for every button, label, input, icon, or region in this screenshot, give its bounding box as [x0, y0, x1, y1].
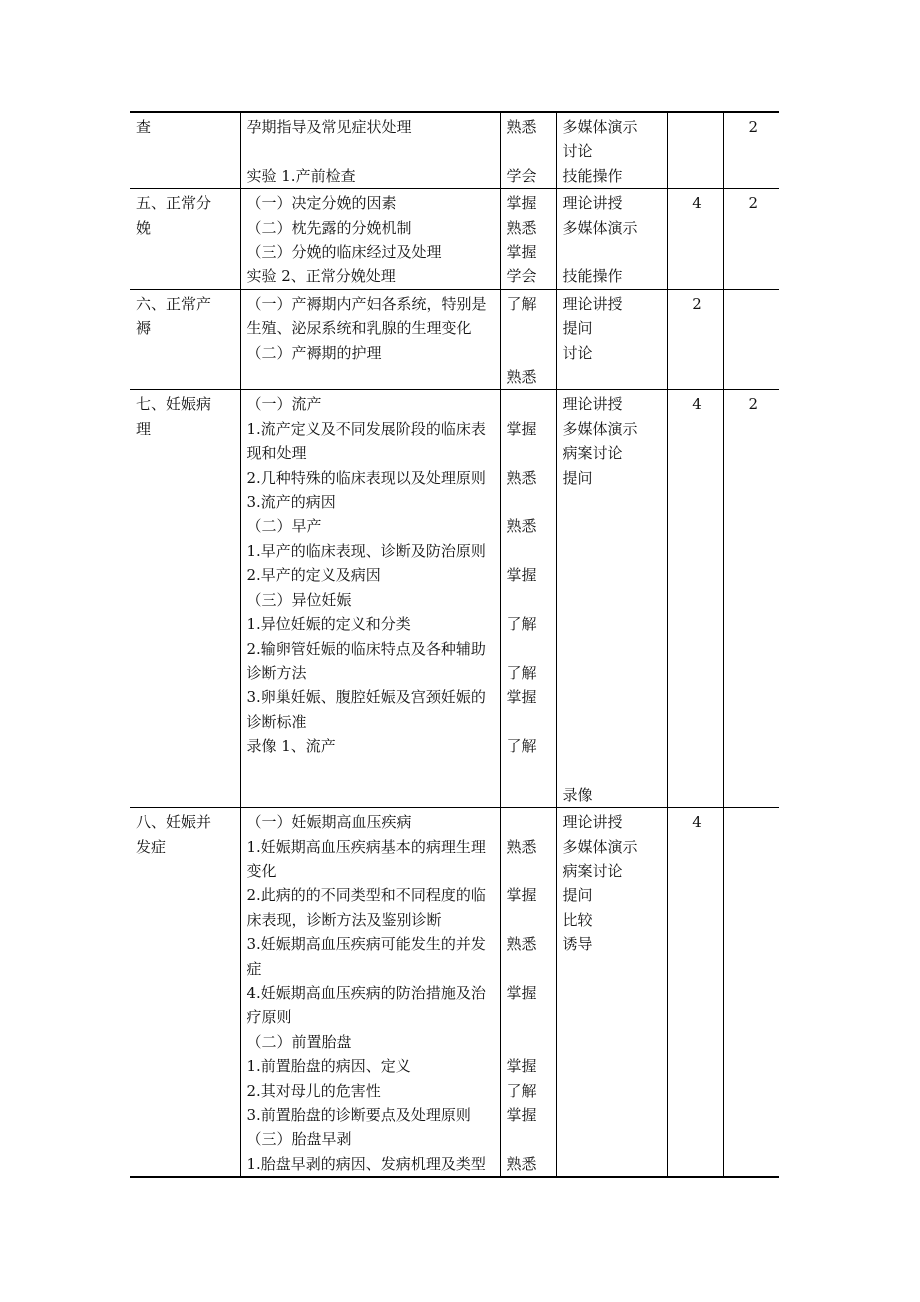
- lab-hours-cell: [723, 289, 779, 390]
- content-line: （一）流产: [246, 395, 322, 414]
- content-line: （一）妊娠期高血压疾病: [246, 813, 412, 832]
- content-line: 3.前置胎盘的诊断要点及处理原则: [246, 1106, 471, 1125]
- content-line: 3.卵巢妊娠、腹腔妊娠及宫颈妊娠的诊断标准: [246, 688, 486, 731]
- method-cell: 理论讲授 多媒体演示 病案讨论 提问 比较 诱导: [556, 808, 667, 1178]
- level-cell: 掌握 熟悉 熟悉 掌握 了解 了解 掌握 了解: [500, 390, 556, 808]
- content-line: 2.其对母儿的危害性: [246, 1081, 381, 1100]
- lab-hours-cell: [723, 808, 779, 1178]
- content-line: 3.流产的病因: [246, 493, 336, 512]
- content-line: 4.妊娠期高血压疾病的防治措施及治疗原则: [246, 984, 486, 1027]
- table-row: [130, 808, 779, 1178]
- lab-hours-cell: 2: [723, 390, 779, 808]
- lab-hours-cell: 2: [723, 112, 779, 189]
- method-cell: 多媒体演示 讨论 技能操作: [556, 112, 667, 189]
- content-line: 1.流产定义及不同发展阶段的临床表现和处理: [246, 419, 486, 463]
- content-line: 1.异位妊娠的定义和分类: [246, 615, 411, 634]
- hours-cell: 2: [667, 289, 723, 390]
- hours-cell: [667, 112, 723, 189]
- chapter-cell: 六、正常产褥: [130, 289, 240, 390]
- table-row: [130, 390, 779, 808]
- content-cell: [240, 189, 500, 290]
- content-line: （二）前置胎盘: [246, 1032, 352, 1051]
- content-line: （一）产褥期内产妇各系统，特别是生殖、泌尿系统和乳腺的生理变化: [246, 294, 487, 338]
- chapter-cell: 五、正常分娩: [130, 189, 240, 290]
- chapter-cell: 七、妊娠病理: [130, 390, 240, 808]
- level-cell: 了解 熟悉: [500, 289, 556, 390]
- content-line: 1.妊娠期高血压疾病基本的病理生理变化: [246, 837, 486, 880]
- content-line: （二）早产: [246, 517, 322, 536]
- content-line: 2.输卵管妊娠的临床特点及各种辅助诊断方法: [246, 639, 486, 682]
- method-cell: 理论讲授 提问 讨论: [556, 289, 667, 390]
- content-line: 实验 2、正常分娩处理: [246, 267, 396, 286]
- hours-cell: 4: [667, 390, 723, 808]
- content-line: （一）决定分娩的因素: [246, 194, 397, 213]
- content-line: [247, 139, 498, 163]
- content-line: （二）产褥期的护理: [246, 343, 382, 362]
- level-cell: 熟悉 学会: [500, 112, 556, 189]
- syllabus-table: [130, 111, 779, 1178]
- hours-cell: 4: [667, 189, 723, 290]
- content-line: 2.此病的的不同类型和不同程度的临床表现，诊断方法及鉴别诊断: [246, 886, 486, 929]
- hours-cell: 4: [667, 808, 723, 1178]
- table-row: [130, 289, 779, 390]
- chapter-cell: 八、妊娠并发症: [130, 808, 240, 1178]
- content-line: 实验 1.产前检查: [246, 166, 356, 185]
- content-line: 2.早产的定义及病因: [246, 566, 381, 585]
- chapter-cell: 查: [130, 112, 240, 189]
- content-line: （三）胎盘早剥: [246, 1130, 352, 1149]
- content-cell: [240, 112, 500, 189]
- content-line: （二）枕先露的分娩机制: [246, 218, 412, 237]
- table-row: [130, 189, 779, 290]
- level-cell: 掌握 熟悉 掌握 学会: [500, 189, 556, 290]
- content-line: 1.前置胎盘的病因、定义: [246, 1057, 411, 1076]
- content-line: 3.妊娠期高血压疾病可能发生的并发症: [246, 935, 486, 978]
- content-cell: [240, 289, 500, 390]
- content-line: （三）分娩的临床经过及处理: [246, 243, 442, 262]
- content-cell: [240, 808, 500, 1178]
- content-line: 2.几种特殊的临床表现以及处理原则: [246, 468, 486, 487]
- level-cell: 熟悉 掌握 熟悉 掌握 掌握 了解 掌握 熟悉: [500, 808, 556, 1178]
- content-line: （三）异位妊娠: [246, 590, 352, 609]
- content-line: 录像 1、流产: [246, 737, 336, 756]
- content-line: 孕期指导及常见症状处理: [246, 118, 412, 136]
- content-line: 1.胎盘早剥的病因、发病机理及类型: [246, 1154, 486, 1173]
- content-cell: [240, 390, 500, 808]
- lab-hours-cell: 2: [723, 189, 779, 290]
- table-row: [130, 112, 779, 189]
- method-cell: 理论讲授 多媒体演示 病案讨论 提问 录像: [556, 390, 667, 808]
- method-cell: 理论讲授 多媒体演示 技能操作: [556, 189, 667, 290]
- content-line: 1.早产的临床表现、诊断及防治原则: [246, 541, 486, 560]
